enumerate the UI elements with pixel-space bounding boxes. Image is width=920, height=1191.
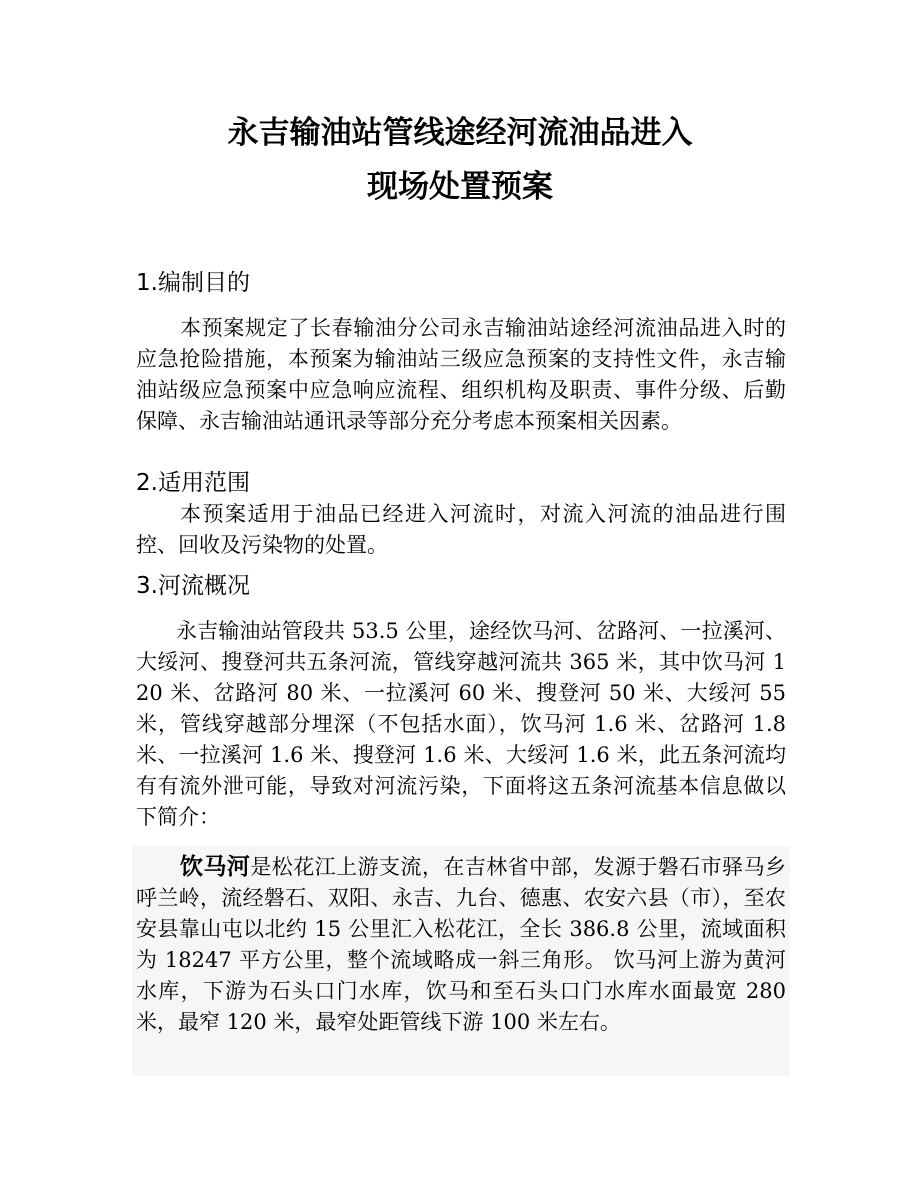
river-description-yinma: 是松花江上游支流，在吉林省中部，发源于磐石市驿马乡呼兰岭，流经磐石、双阳、永吉、九台、德惠、农安六县（市），至农安县靠山屯以北约 15 公里汇入松花江，全长 386.8 公里，流域面积为 18247 平方公里，整个流域略成一斜三角形。 饮马河上游为黄河水库，下游为石头口门水库，饮马和至石头口门水库水面最宽 280 米，最窄 120 米，最窄处距管线下游 100 米左右。 xyxy=(136,855,787,1034)
section-heading-rivers: 3.河流概况 xyxy=(136,573,250,599)
section-body-rivers: 永吉输油站管段共 53.5 公里，途经饮马河、岔路河、一拉溪河、大绥河、搜登河共五条河流，管线穿越河流共 365 米，其中饮马河 120 米、岔路河 80 米、一拉溪河 60 米、搜登河 50 米、大绥河 55 米，管线穿越部分埋深（不包括水面），饮马河 1.6 米、岔路河 1.8 米、一拉溪河 1.6 米、搜登河 1.6 米、大绥河 1.6 米，此五条河流均有有流外泄可能，导致对河流污染，下面将这五条河流基本信息做以下简介： xyxy=(136,619,786,829)
document-title-line-2: 现场处置预案 xyxy=(367,169,553,205)
section-heading-scope: 2.适用范围 xyxy=(136,470,250,496)
river-name-yinma: 饮马河 xyxy=(180,854,251,880)
document-title-line-1: 永吉输油站管线途经河流油品进入 xyxy=(227,115,693,151)
section-body-purpose: 本预案规定了长春输油分公司永吉输油站途经河流油品进入时的应急抢险措施，本预案为输油站三级应急预案的支持性文件，永吉输油站级应急预案中应急响应流程、组织机构及职责、事件分级、后勤保障、永吉输油站通讯录等部分充分考虑本预案相关因素。 xyxy=(136,316,786,433)
river-info-yinma xyxy=(136,852,786,1038)
section-body-scope: 本预案适用于油品已经进入河流时，对流入河流的油品进行围控、回收及污染物的处置。 xyxy=(136,502,786,557)
section-heading-purpose: 1.编制目的 xyxy=(136,270,250,296)
